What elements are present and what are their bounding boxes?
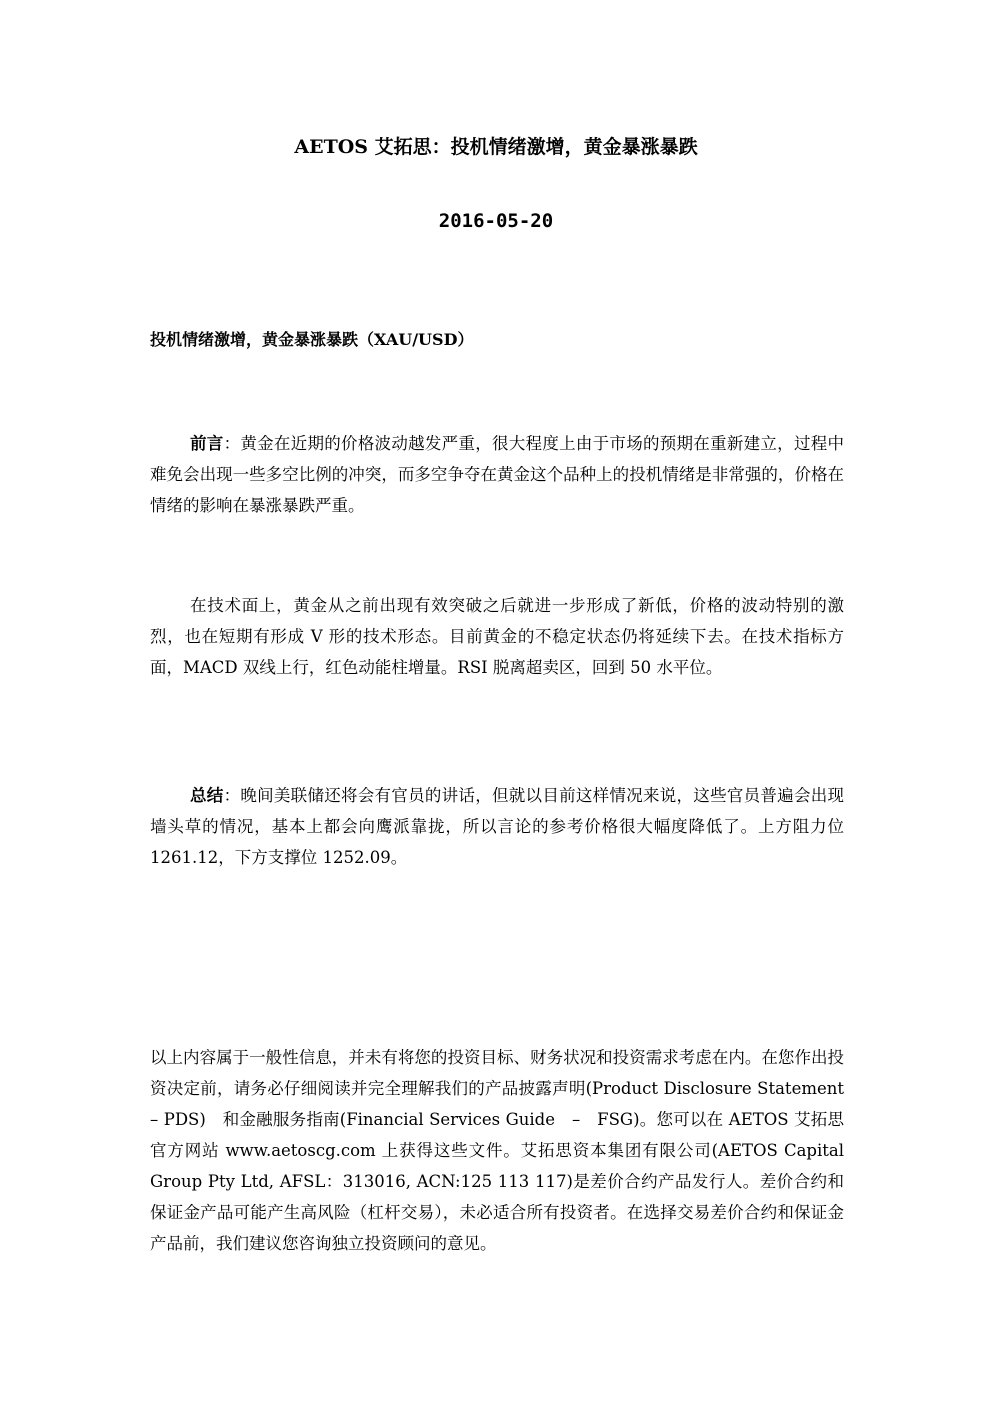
intro-label: 前言	[190, 434, 224, 453]
summary-colon: ：	[223, 786, 241, 805]
intro-text: 黄金在近期的价格波动越发严重，很大程度上由于市场的预期在重新建立，过程中难免会出现一些多空比例的冲突，而多空争夺在黄金这个品种上的投机情绪是非常强的，价格在情绪的影响在暴涨暴跌严重。	[150, 434, 845, 515]
summary-text: 晚间美联储还将会有官员的讲话，但就以目前这样情况来说，这些官员普遍会出现墙头草的情况，基本上都会向鹰派靠拢，所以言论的参考价格很大幅度降低了。上方阻力位 1261.12，下方支撑位 1252.09。	[150, 786, 845, 867]
document-title: AETOS 艾拓思：投机情绪激增，黄金暴涨暴跌	[294, 136, 698, 158]
summary-paragraph	[150, 780, 844, 873]
section-heading: 投机情绪激增，黄金暴涨暴跌（XAU/USD）	[150, 330, 474, 349]
intro-paragraph	[150, 428, 844, 521]
technical-paragraph: 在技术面上，黄金从之前出现有效突破之后就进一步形成了新低，价格的波动特别的激烈，也在短期有形成 V 形的技术形态。目前黄金的不稳定状态仍将延续下去。在技术指标方面，MACD 双线上行，红色动能柱增量。RSI 脱离超卖区，回到 50 水平位。	[150, 596, 844, 677]
disclaimer-paragraph: 以上内容属于一般性信息，并未有将您的投资目标、财务状况和投资需求考虑在内。在您作出投资决定前，请务必仔细阅读并完全理解我们的产品披露声明(Product Disclosure Statement – PDS) 和金融服务指南(Financial Services Guide – FSG)。您可以在 AETOS 艾拓思官方网站 www.aetoscg.com 上获得这些文件。艾拓思资本集团有限公司(AETOS Capital Group Pty Ltd, AFSL：313016, ACN:125 113 117)是差价合约产品发行人。差价合约和保证金产品可能产生高风险（杠杆交易），未必适合所有投资者。在选择交易差价合约和保证金产品前，我们建议您咨询独立投资顾问的意见。	[150, 1048, 844, 1253]
summary-label: 总结	[190, 786, 224, 805]
intro-colon: ：	[223, 434, 241, 453]
document-date: 2016-05-20	[438, 210, 554, 232]
